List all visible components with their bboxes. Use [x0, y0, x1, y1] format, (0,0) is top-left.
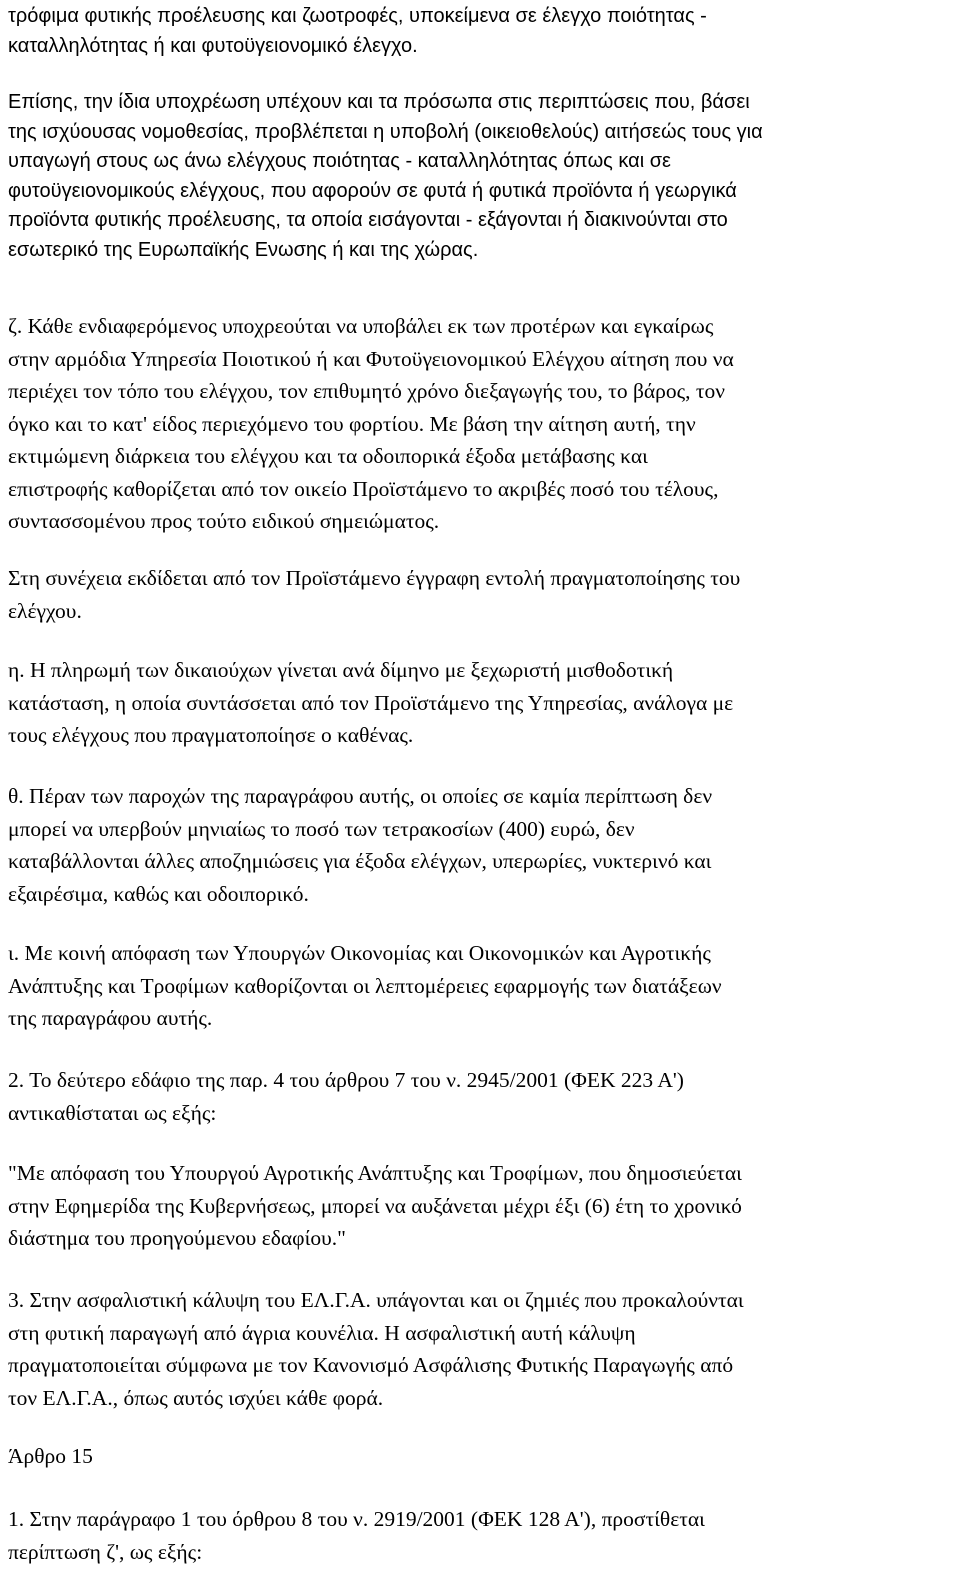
text-line: Επίσης, την ίδια υποχρέωση υπέχουν και τα πρόσωπα στις περιπτώσεις που, βάσει [8, 91, 750, 113]
text-line: ζ. Κάθε ενδιαφερόμενος υποχρεούται να υποβάλει εκ των προτέρων και εγκαίρως [8, 314, 714, 338]
text-line: φυτοϋγειονομικούς ελέγχους, που αφορούν σε φυτά ή φυτικά προϊόντα ή γεωργικά [8, 179, 737, 202]
paragraph-same-obligation [8, 88, 948, 265]
text-line: της ισχύουσας νομοθεσίας, προβλέπεται η υποβολή (οικειοθελούς) αιτήσεώς τους για [8, 120, 763, 143]
text-line: διάστημα του προηγούμενου εδαφίου." [8, 1226, 346, 1250]
paragraph-iota [8, 937, 948, 1035]
text-line: εσωτερικό της Ευρωπαϊκής Ενωσης ή και της χώρας. [8, 238, 479, 261]
paragraph-art15-item-1 [8, 1503, 948, 1568]
text-line: 1. Στην παράγραφο 1 του όρθρου 8 του ν. 2919/2001 (ΦΕΚ 128 Α'), προστίθεται [8, 1507, 705, 1531]
text-line: καταλληλότητας ή και φυτοϋγειονομικό έλεγχο. [8, 34, 418, 57]
text-line: περίπτωση ζ', ως εξής: [8, 1539, 203, 1564]
text-line: συντασσομένου προς τούτο ειδικού σημειώματος. [8, 509, 440, 533]
text-line: τους ελέγχους που πραγματοποίησε ο καθένας. [8, 723, 414, 747]
text-line: επιστροφής καθορίζεται από τον οικείο Προϊστάμενο το ακριβές ποσό του τέλους, [8, 476, 719, 501]
text-line: θ. Πέραν των παροχών της παραγράφου αυτής, οι οποίες σε καμία περίπτωση δεν [8, 784, 713, 808]
paragraph-written-order [8, 562, 948, 627]
text-line: στην Εφημερίδα της Κυβερνήσεως, μπορεί να αυξάνεται μέχρι έξι (6) έτη το χρονικό [8, 1193, 742, 1218]
text-line: εξαιρέσιμα, καθώς και οδοιπορικό. [8, 881, 309, 906]
text-line: τον ΕΛ.Γ.Α., όπως αυτός ισχύει κάθε φορά. [8, 1385, 384, 1410]
text-line: ι. Με κοινή απόφαση των Υπουργών Οικονομίας και Οικονομικών και Αγροτικής [8, 941, 711, 965]
text-line: περιέχει τον τόπο του ελέγχου, τον επιθυμητό χρόνο διεξαγωγής του, το βάρος, τον [8, 379, 726, 403]
text-line: Στη συνέχεια εκδίδεται από τον Προϊστάμενο έγγραφη εντολή πραγματοποίησης του [8, 566, 741, 590]
text-line: Ανάπτυξης και Τροφίμων καθορίζονται οι λεπτομέρειες εφαρμογής των διατάξεων [8, 973, 722, 998]
text-line: στην αρμόδια Υπηρεσία Ποιοτικού ή και Φυτοϋγειονομικού Ελέγχου αίτηση που να [8, 346, 734, 371]
paragraph-theta [8, 780, 948, 910]
paragraph-eta [8, 654, 948, 752]
text-line: "Με απόφαση του Υπουργού Αγροτικής Ανάπτυξης και Τροφίμων, που δημοσιεύεται [8, 1161, 742, 1185]
paragraph-quote [8, 1157, 948, 1255]
text-line: όγκο και το κατ' είδος περιεχόμενο του φορτίου. Με βάση την αίτηση αυτή, την [8, 411, 696, 436]
text-line: της παραγράφου αυτής. [8, 1006, 213, 1030]
paragraph-foods-control [8, 2, 948, 61]
text-line: Άρθρο 15 [8, 1444, 93, 1468]
paragraph-item-3 [8, 1284, 948, 1414]
text-line: στη φυτική παραγωγή από άγρια κουνέλια. Η ασφαλιστική αυτή κάλυψη [8, 1320, 636, 1345]
paragraph-item-2 [8, 1064, 948, 1129]
text-line: καταβάλλονται άλλες αποζημιώσεις για έξοδα ελέγχων, υπερωρίες, νυκτερινό και [8, 849, 712, 873]
paragraph-zeta [8, 310, 948, 538]
text-line: ελέγχου. [8, 598, 82, 623]
article-heading [8, 1440, 948, 1473]
text-line: τρόφιμα φυτικής προέλευσης και ζωοτροφές, υποκείμενα σε έλεγχο ποιότητας - [8, 5, 707, 27]
text-line: αντικαθίσταται ως εξής: [8, 1100, 217, 1125]
text-line: πραγματοποιείται σύμφωνα με τον Κανονισμό Ασφάλισης Φυτικής Παραγωγής από [8, 1353, 734, 1377]
text-line: μπορεί να υπερβούν μηνιαίως το ποσό των τετρακοσίων (400) ευρώ, δεν [8, 816, 635, 841]
text-line: υπαγωγή στους ως άνω ελέγχους ποιότητας - καταλληλότητας όπως και σε [8, 150, 671, 172]
text-line: προϊόντα φυτικής προέλευσης, τα οποία εισάγονται - εξάγονται ή διακινούνται στο [8, 209, 728, 231]
text-line: 2. Το δεύτερο εδάφιο της παρ. 4 του άρθρου 7 του ν. 2945/2001 (ΦΕΚ 223 Α') [8, 1068, 684, 1092]
text-line: εκτιμώμενη διάρκεια του ελέγχου και τα οδοιπορικά έξοδα μετάβασης και [8, 444, 648, 468]
text-line: κατάσταση, η οποία συντάσσεται από τον Προϊστάμενο της Υπηρεσίας, ανάλογα με [8, 690, 734, 715]
text-line: 3. Στην ασφαλιστική κάλυψη του ΕΛ.Γ.Α. υπάγονται και οι ζημιές που προκαλούνται [8, 1288, 744, 1312]
text-line: η. Η πληρωμή των δικαιούχων γίνεται ανά δίμηνο με ξεχωριστή μισθοδοτική [8, 658, 674, 682]
